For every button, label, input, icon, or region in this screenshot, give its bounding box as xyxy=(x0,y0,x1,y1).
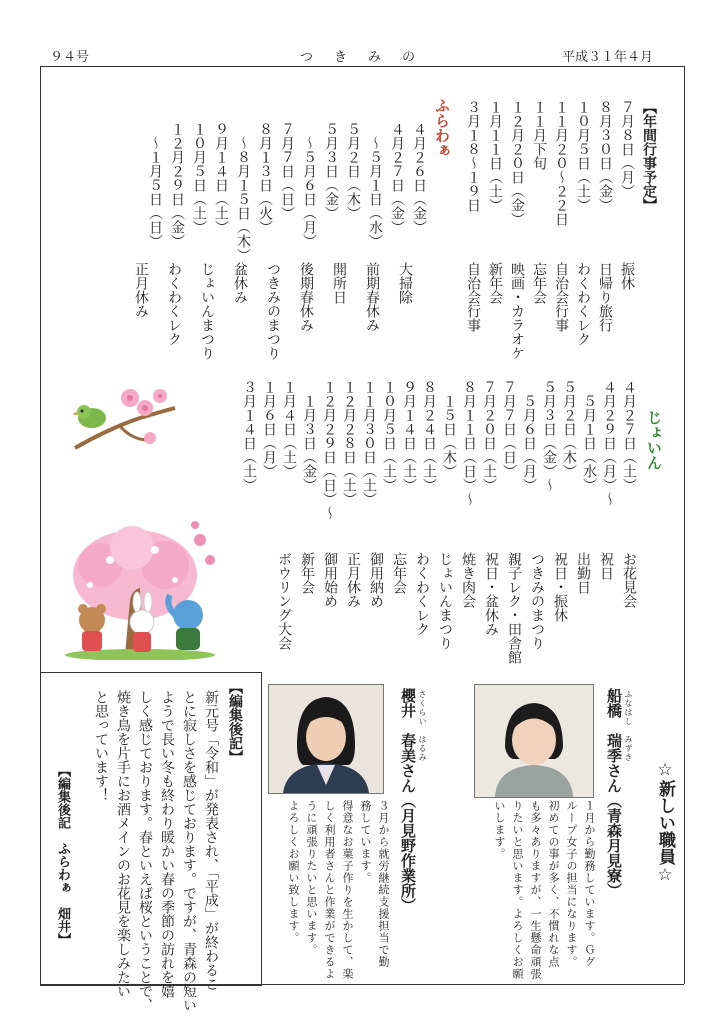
editor-signature: 【編集後記 ふらわぁ 畑井】 xyxy=(55,764,70,946)
staff1-bio-line: りたいと思います。よろしくお願 xyxy=(511,800,524,980)
fura-date: １０月５日（土） xyxy=(191,122,207,234)
join-date: ５月１日（水） xyxy=(581,380,597,492)
fura-date: ～５月１日（水） xyxy=(367,122,383,248)
fura-date: ８月１３日（火） xyxy=(257,122,273,234)
join-date: １０月５日（土） xyxy=(381,380,397,492)
join-date: ５月２日（木） xyxy=(561,380,577,478)
join-date: ８月１１日（日）～ xyxy=(461,380,477,506)
join-date: ７月２０日（土） xyxy=(481,380,497,492)
fura-event: 前期春休み xyxy=(364,262,380,332)
fura-date: ９月１４日（土） xyxy=(213,122,229,234)
annual-event: 振休 xyxy=(619,262,635,290)
staff2-bio-line: ３月から就労継続支援担当で勤 xyxy=(377,800,390,968)
annual-date: １月１１日（土） xyxy=(487,100,503,212)
join-event: 祝日・盆休み xyxy=(483,552,499,636)
fura-event: 盆休み xyxy=(232,262,248,304)
join-date: ５月６日（月） xyxy=(521,380,537,492)
annual-event: 新年会 xyxy=(487,262,503,304)
staff2-name-ruby: さくらい はるみ xyxy=(418,690,427,762)
fura-event: 正月休み xyxy=(133,262,149,318)
join-date: ８月２４日（土） xyxy=(421,380,437,492)
annual-date: １１月２０～２２日 xyxy=(553,100,569,226)
issue-date: 平成３１年４月 xyxy=(562,50,654,65)
header-rule xyxy=(40,66,684,67)
join-date: ９月１４日（土） xyxy=(401,380,417,492)
staff2-bio-line: 務しています。 xyxy=(359,800,372,884)
join-event: 御用納め xyxy=(368,552,384,608)
bird-branch-illustration xyxy=(70,378,180,458)
staff1-name-ruby: ふなはし みずき xyxy=(624,690,633,762)
staff2-name: 櫻井 春美さん（月見野作業所） xyxy=(399,688,417,913)
fura-event: じょいんまつり xyxy=(199,262,215,360)
staff1-bio-line: １月から勤務しています。Ｇグ xyxy=(583,800,596,968)
annual-date: ７月８日（月） xyxy=(619,100,635,198)
join-event: 出勤日 xyxy=(575,552,591,594)
join-date: ４月２７日（土） xyxy=(621,380,637,492)
staff2-photo xyxy=(268,684,384,794)
staff2-bio-line: 得意なお菓子作りを生かして、楽 xyxy=(341,800,354,980)
right-border xyxy=(684,66,685,984)
join-event: 忘年会 xyxy=(391,552,407,594)
staff2-bio-line: うに頑張りたいと思います。 xyxy=(305,800,318,956)
fura-date: ５月３日（金） xyxy=(323,122,339,220)
fura-event: 後期春休み xyxy=(298,262,314,332)
join-date: ５月３日（金）～ xyxy=(541,380,557,492)
staff2-bio-line: よろしくお願い致します。 xyxy=(287,800,300,944)
fura-date: １２月２９日（金） xyxy=(169,122,185,248)
editor-note-line: 新元号「令和」が発表され、「平成」が終わるこ xyxy=(203,690,219,991)
annual-event: 忘年会 xyxy=(531,262,547,304)
annual-date: ３月１８～１９日 xyxy=(465,100,481,212)
annual-event: 自治会行事 xyxy=(553,262,569,332)
fura-date: ５月２日（木） xyxy=(345,122,361,220)
fura-event: 大掃除 xyxy=(397,262,413,304)
join-date: １月４日（土） xyxy=(281,380,297,478)
join-event: わくわくレク xyxy=(414,552,430,636)
issue-number: ９４号 xyxy=(50,50,90,65)
join-event: 御用始め xyxy=(322,552,338,608)
annual-date: １２月２０日（金） xyxy=(509,100,525,226)
join-event: つきみのまつり xyxy=(529,552,545,650)
fura-date: ～１月５日（日） xyxy=(147,122,163,248)
fura-date: ～８月１５日（木） xyxy=(235,122,251,262)
editor-note-heading: 【編集後記】 xyxy=(227,680,243,764)
join-date: １５日（木） xyxy=(441,380,457,478)
join-date: ３月１４日（土） xyxy=(241,380,257,492)
fura-heading: ふらわぁ xyxy=(433,98,451,158)
annual-event: 日帰り旅行 xyxy=(597,262,613,332)
join-date: １１月３０日（土） xyxy=(361,380,377,506)
join-date: １２月２８日（土） xyxy=(341,380,357,506)
editor-note-line: 焼き鳥を片手にお酒メインのお花見を楽しみたい xyxy=(115,690,131,998)
staff2-bio-line: しく利用者さんと作業ができるよ xyxy=(323,800,336,980)
cherry-tree-illustration xyxy=(60,520,220,660)
editor-note-line: と思っています！ xyxy=(93,690,109,802)
join-event: ボウリング大会 xyxy=(276,552,292,650)
staff1-name: 船橋 瑞季さん（青森月見寮） xyxy=(605,688,623,898)
fura-date: ～５月６日（月） xyxy=(301,122,317,248)
annual-heading: 【年間行事予定】 xyxy=(641,100,657,212)
join-date: ７月７日（日） xyxy=(501,380,517,478)
join-event: 新年会 xyxy=(299,552,315,594)
join-event: 祝日・振休 xyxy=(552,552,568,622)
annual-date: １０月５日（土） xyxy=(575,100,591,212)
staff1-bio-line: も多々ありますが、一生懸命頑張 xyxy=(529,800,542,980)
editor-note-line: とに寂しさを感じております。ですが、青森の短い xyxy=(181,690,197,1012)
join-date: ４月２９日（月）～ xyxy=(601,380,617,506)
annual-event: わくわくレク xyxy=(575,262,591,346)
editor-note-line: しく感じております。春といえば桜ということで、 xyxy=(137,690,153,1012)
fura-date: ４月２６日（金） xyxy=(411,122,427,234)
newsletter-title: つ き み の xyxy=(300,50,420,65)
join-event: 祝日 xyxy=(598,552,614,580)
staff1-bio-line: 初めての事が多く、不慣れな点 xyxy=(547,800,560,968)
join-event: 焼き肉会 xyxy=(460,552,476,608)
annual-event: 自治会行事 xyxy=(465,262,481,332)
fura-date: ７月７日（日） xyxy=(279,122,295,220)
annual-date: ８月３０日（金） xyxy=(597,100,613,212)
join-event: じょいんまつり xyxy=(437,552,453,650)
join-date: １２月２９日（日）～ xyxy=(321,380,337,520)
join-date: １月３日（金） xyxy=(301,380,317,492)
join-event: お花見会 xyxy=(621,552,637,608)
staff1-photo xyxy=(474,684,594,798)
editor-note-line: ようで長い冬も終わり暖かい春の季節の訪れを嬉 xyxy=(159,690,175,998)
fura-event: つきみのまつり xyxy=(265,262,281,360)
annual-event: 映画・カラオケ xyxy=(509,262,525,360)
join-event: 正月休み xyxy=(345,552,361,608)
new-staff-heading: ☆新しい職員☆ xyxy=(655,760,675,885)
fura-event: 開所日 xyxy=(331,262,347,304)
join-date: １月６日（月） xyxy=(261,380,277,478)
annual-date: １１月下旬 xyxy=(531,100,547,170)
fura-event: わくわくレク xyxy=(166,262,182,346)
staff1-bio-line: ループ女子の担当になります。 xyxy=(565,800,578,968)
join-event: 親子レク・田舎館 xyxy=(506,552,522,664)
fura-date: ４月２７日（金） xyxy=(389,122,405,234)
join-heading: じょいん xyxy=(645,410,663,470)
staff1-bio-line: いします。 xyxy=(493,800,506,860)
